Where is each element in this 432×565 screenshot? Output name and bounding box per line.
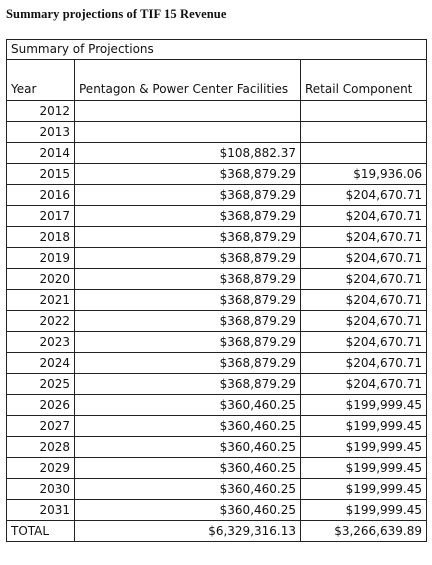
pentagon-cell: $368,879.29 [75,311,301,332]
table-row [7,185,427,206]
pentagon-cell: $360,460.25 [75,458,301,479]
year-cell: 2023 [7,332,75,353]
table-row [7,500,427,521]
pentagon-cell: $108,882.37 [75,143,301,164]
year-cell: 2029 [7,458,75,479]
pentagon-cell: $368,879.29 [75,269,301,290]
table-row [7,101,427,122]
retail-cell: $204,670.71 [301,290,427,311]
pentagon-cell: $368,879.29 [75,374,301,395]
table-row [7,164,427,185]
pentagon-cell [75,122,301,143]
pentagon-cell [75,101,301,122]
year-cell: 2015 [7,164,75,185]
year-cell: 2022 [7,311,75,332]
year-cell: 2021 [7,290,75,311]
pentagon-cell: $368,879.29 [75,353,301,374]
table-row [7,395,427,416]
retail-cell: $204,670.71 [301,185,427,206]
retail-cell: $204,670.71 [301,353,427,374]
header-year: Year [7,60,75,101]
year-cell: 2030 [7,479,75,500]
retail-cell: $204,670.71 [301,332,427,353]
table-row [7,227,427,248]
year-cell: 2026 [7,395,75,416]
pentagon-cell: $360,460.25 [75,437,301,458]
year-cell: 2012 [7,101,75,122]
retail-cell: $199,999.45 [301,416,427,437]
retail-cell: $204,670.71 [301,206,427,227]
retail-cell: $204,670.71 [301,269,427,290]
total-pentagon: $6,329,316.13 [75,521,301,542]
header-pentagon: Pentagon & Power Center Facilities [75,60,301,101]
table-row [7,353,427,374]
pentagon-cell: $368,879.29 [75,164,301,185]
year-cell: 2016 [7,185,75,206]
retail-cell [301,122,427,143]
pentagon-cell: $360,460.25 [75,395,301,416]
retail-cell: $199,999.45 [301,395,427,416]
table-row [7,458,427,479]
table-header-row [7,60,427,101]
table-row [7,437,427,458]
header-retail: Retail Component [301,60,427,101]
year-cell: 2017 [7,206,75,227]
year-cell: 2018 [7,227,75,248]
pentagon-cell: $368,879.29 [75,332,301,353]
retail-cell: $204,670.71 [301,227,427,248]
retail-cell: $204,670.71 [301,248,427,269]
retail-cell: $199,999.45 [301,500,427,521]
retail-cell: $204,670.71 [301,374,427,395]
year-cell: 2014 [7,143,75,164]
table-row [7,332,427,353]
total-retail: $3,266,639.89 [301,521,427,542]
retail-cell: $199,999.45 [301,479,427,500]
year-cell: 2019 [7,248,75,269]
table-caption: Summary of Projections [7,40,427,60]
pentagon-cell: $360,460.25 [75,416,301,437]
pentagon-cell: $368,879.29 [75,227,301,248]
pentagon-cell: $360,460.25 [75,500,301,521]
table-row [7,143,427,164]
pentagon-cell: $368,879.29 [75,206,301,227]
table-row [7,290,427,311]
retail-cell: $199,999.45 [301,437,427,458]
table-row [7,269,427,290]
retail-cell: $204,670.71 [301,311,427,332]
retail-cell: $19,936.06 [301,164,427,185]
table-row [7,248,427,269]
projections-table [6,39,427,542]
pentagon-cell: $368,879.29 [75,248,301,269]
total-row [7,521,427,542]
retail-cell [301,101,427,122]
table-row [7,479,427,500]
year-cell: 2031 [7,500,75,521]
retail-cell: $199,999.45 [301,458,427,479]
year-cell: 2020 [7,269,75,290]
total-label: TOTAL [7,521,75,542]
year-cell: 2027 [7,416,75,437]
year-cell: 2013 [7,122,75,143]
pentagon-cell: $368,879.29 [75,290,301,311]
table-row [7,374,427,395]
year-cell: 2024 [7,353,75,374]
retail-cell [301,143,427,164]
table-row [7,311,427,332]
table-row [7,122,427,143]
pentagon-cell: $360,460.25 [75,479,301,500]
table-row [7,206,427,227]
table-caption-row [7,40,427,60]
table-row [7,416,427,437]
document-title: Summary projections of TIF 15 Revenue [6,7,227,21]
year-cell: 2025 [7,374,75,395]
pentagon-cell: $368,879.29 [75,185,301,206]
year-cell: 2028 [7,437,75,458]
